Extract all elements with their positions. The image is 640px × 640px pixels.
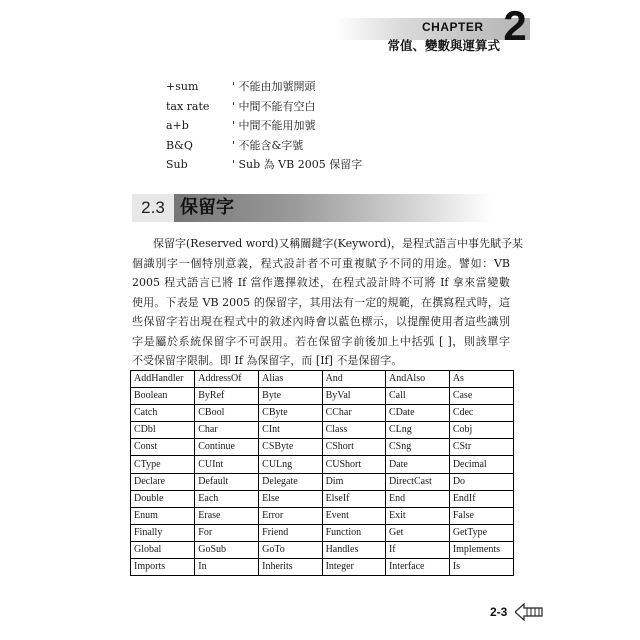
keyword-cell: CDate — [385, 405, 449, 422]
table-row — [131, 456, 514, 473]
keyword-cell: Const — [131, 439, 195, 456]
keyword-cell: Continue — [195, 439, 259, 456]
keyword-cell: Erase — [195, 507, 259, 524]
keyword-cell: Implements — [449, 541, 513, 558]
table-row — [131, 524, 514, 541]
example-comment: ' 不能含&字號 — [232, 138, 304, 152]
keyword-cell: CDbl — [131, 422, 195, 439]
keyword-cell: Catch — [131, 405, 195, 422]
keyword-cell: GoTo — [259, 541, 322, 558]
keyword-cell: As — [449, 371, 513, 388]
keyword-cell: Call — [385, 388, 449, 405]
example-code: B&Q — [166, 138, 193, 152]
keyword-cell: Byte — [259, 388, 322, 405]
keyword-cell: Date — [385, 456, 449, 473]
keyword-cell: Do — [449, 473, 513, 490]
section-number: 2.3 — [132, 194, 174, 222]
keyword-cell: DirectCast — [385, 473, 449, 490]
table-row — [131, 541, 514, 558]
keyword-cell: Imports — [131, 559, 195, 576]
example-row — [166, 77, 466, 97]
keyword-cell: CUInt — [195, 456, 259, 473]
keyword-cell: Dim — [322, 473, 385, 490]
table-row — [131, 490, 514, 507]
keyword-cell: Delegate — [259, 473, 322, 490]
paragraph-line: 個識別字一個特別意義，程式設計者不可重複賦予不同的用途。譬如：VB — [132, 256, 510, 270]
example-comment: ' 中間不能用加號 — [232, 119, 316, 132]
keyword-cell: Finally — [131, 524, 195, 541]
table-row — [131, 405, 514, 422]
section-title: 保留字 — [180, 197, 234, 218]
table-row — [131, 422, 514, 439]
keyword-cell: AndAlso — [385, 371, 449, 388]
keyword-cell: Global — [131, 541, 195, 558]
example-row — [166, 136, 466, 156]
keyword-cell: Get — [385, 524, 449, 541]
keyword-cell: CType — [131, 456, 195, 473]
paragraph-line: 保留字(Reserved word)又稱關鍵字(Keyword)，是程式語言中事先賦予某 — [153, 237, 523, 250]
keyword-cell: CULng — [259, 456, 322, 473]
example-code: Sub — [166, 158, 188, 171]
keyword-cell: CStr — [449, 439, 513, 456]
paragraph-line: 使用。下表是 VB 2005 的保留字，其用法有一定的規範，在撰寫程式時，這 — [132, 295, 510, 309]
example-comment: ' 中間不能有空白 — [232, 99, 316, 113]
table-row — [131, 559, 514, 576]
keyword-cell: Else — [259, 490, 322, 507]
table-row — [131, 507, 514, 524]
keyword-cell: AddHandler — [131, 371, 195, 388]
keyword-cell: Alias — [259, 371, 322, 388]
example-row — [166, 155, 466, 175]
keyword-cell: Default — [195, 473, 259, 490]
page-number: 2-3 — [490, 605, 508, 619]
keyword-cell: CLng — [385, 422, 449, 439]
reserved-words-table — [130, 370, 514, 576]
paragraph-line: 2005 程式語言已將 If 當作選擇敘述，在程式設計時不可將 If 拿來當變數 — [132, 276, 510, 289]
example-comment: ' Sub 為 VB 2005 保留字 — [232, 158, 363, 171]
example-code: tax rate — [166, 99, 210, 113]
paragraph-line: 字是屬於系統保留字不可誤用。若在保留字前後加上中括弧 [ ]，則該單字 — [132, 334, 510, 348]
keyword-cell: GoSub — [195, 541, 259, 558]
keyword-cell: CInt — [259, 422, 322, 439]
keyword-cell: CChar — [322, 405, 385, 422]
keyword-cell: CShort — [322, 439, 385, 456]
example-comment: ' 不能由加號開頭 — [232, 80, 316, 93]
left-arrow-icon — [515, 603, 543, 621]
chapter-subtitle: 常值、變數與運算式 — [387, 38, 500, 53]
keyword-cell: CBool — [195, 405, 259, 422]
keyword-cell: Decimal — [449, 456, 513, 473]
body-paragraph — [132, 234, 523, 371]
keyword-cell: Double — [131, 490, 195, 507]
keyword-cell: In — [195, 559, 259, 576]
paragraph-line: 不受保留字限制。即 If 為保留字，而 [If] 不是保留字。 — [132, 354, 403, 367]
keyword-cell: ByRef — [195, 388, 259, 405]
keyword-cell: Error — [259, 507, 322, 524]
keyword-cell: Declare — [131, 473, 195, 490]
keyword-cell: Char — [195, 422, 259, 439]
keyword-cell: EndIf — [449, 490, 513, 507]
keyword-cell: Cobj — [449, 422, 513, 439]
keyword-cell: Case — [449, 388, 513, 405]
keyword-cell: Friend — [259, 524, 322, 541]
example-code: +sum — [166, 80, 199, 93]
invalid-identifier-examples — [166, 77, 466, 175]
keyword-cell: End — [385, 490, 449, 507]
table-row — [131, 473, 514, 490]
keyword-cell: CSByte — [259, 439, 322, 456]
keyword-cell: CByte — [259, 405, 322, 422]
keyword-cell: Handles — [322, 541, 385, 558]
keyword-cell: GetType — [449, 524, 513, 541]
keyword-cell: Integer — [322, 559, 385, 576]
paragraph-line: 些保留字若出現在程式中的敘述內時會以藍色標示，以提醒使用者這些識別 — [132, 315, 510, 328]
keyword-cell: Interface — [385, 559, 449, 576]
example-row — [166, 97, 466, 117]
keyword-cell: Cdec — [449, 405, 513, 422]
keyword-cell: ElseIf — [322, 490, 385, 507]
keyword-cell: And — [322, 371, 385, 388]
keyword-cell: Inherits — [259, 559, 322, 576]
keyword-cell: If — [385, 541, 449, 558]
chapter-label: CHAPTER — [422, 20, 484, 34]
keyword-cell: Is — [449, 559, 513, 576]
keyword-cell: Each — [195, 490, 259, 507]
keyword-cell: Class — [322, 422, 385, 439]
keyword-cell: CSng — [385, 439, 449, 456]
keyword-cell: AddressOf — [195, 371, 259, 388]
example-row — [166, 116, 466, 136]
table-row — [131, 388, 514, 405]
table-row — [131, 439, 514, 456]
example-code: a+b — [166, 119, 189, 132]
keyword-cell: Function — [322, 524, 385, 541]
keyword-cell: Exit — [385, 507, 449, 524]
keyword-cell: False — [449, 507, 513, 524]
table-row — [131, 371, 514, 388]
keyword-cell: Boolean — [131, 388, 195, 405]
keyword-cell: For — [195, 524, 259, 541]
keyword-cell: Event — [322, 507, 385, 524]
keyword-cell: CUShort — [322, 456, 385, 473]
keyword-cell: ByVal — [322, 388, 385, 405]
keyword-cell: Enum — [131, 507, 195, 524]
chapter-number: 2 — [503, 2, 527, 49]
